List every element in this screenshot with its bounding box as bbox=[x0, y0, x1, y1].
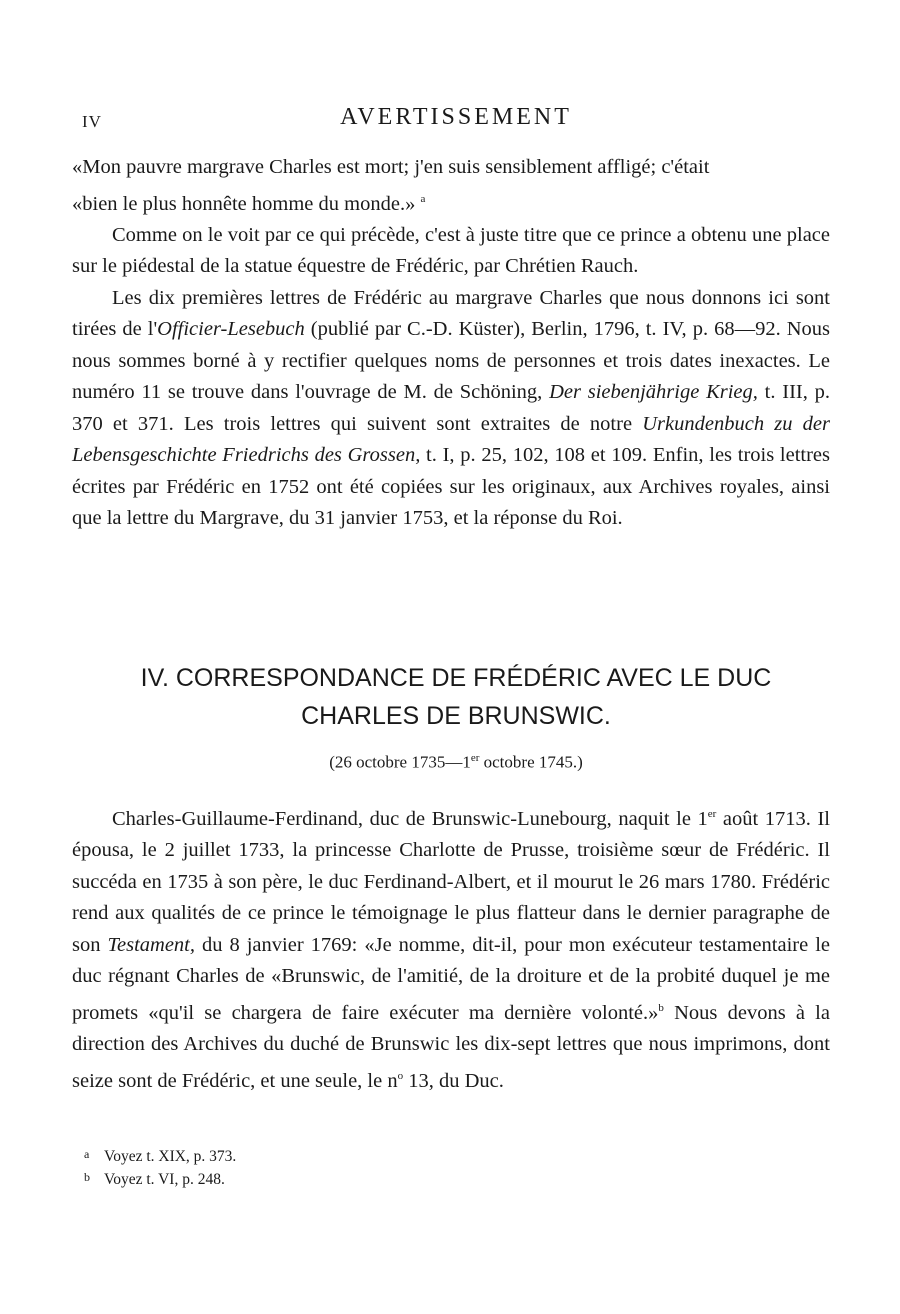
sources-text-4: t. I, p. 25, 102, 108 et 109. Enfin, les trois lettres écrites par Frédéric en 1752 ont été copiées sur les originaux, aux Archives royales, ainsi que la lettre du Margrave, du 31 janvier 1753, et la réponse du Roi. bbox=[72, 444, 830, 530]
footnote-ref-a: a bbox=[420, 192, 426, 205]
footnote-text: Voyez t. VI, p. 248. bbox=[104, 1171, 225, 1188]
paragraph-statue: Comme on le voit par ce qui précède, c'est à juste titre que ce prince a obtenu une place sur le piédestal de la statue équestre de Frédéric, par Chrétien Rauch. bbox=[72, 223, 830, 278]
section-body bbox=[72, 799, 830, 1097]
body-text-4: Nous devons à la direction des Archives du duché de Brunswic les dix-sept lettres que nous imprimons, dont seize sont de Frédéric, et une seule, le n bbox=[72, 1001, 830, 1092]
quote-line-2-text: «bien le plus honnête homme du monde.» bbox=[72, 192, 416, 215]
section-title-line-1: IV. CORRESPONDANCE DE FRÉDÉRIC AVEC LE DUC bbox=[140, 664, 772, 692]
sources-text-3: t. III, p. 370 et 371. Les trois lettres qui suivent sont extraites de notre bbox=[72, 381, 831, 435]
footnote-mark: a bbox=[84, 1147, 90, 1161]
title-siebenjaehrige-krieg: Der siebenjährige Krieg, bbox=[549, 381, 758, 404]
quote-line-2 bbox=[72, 184, 830, 220]
footnote-text: Voyez t. XIX, p. 373. bbox=[104, 1148, 237, 1165]
footnotes bbox=[84, 1144, 684, 1190]
paragraph-sources bbox=[72, 283, 830, 535]
title-testament: Testament, bbox=[107, 933, 195, 956]
body-sup-o: o bbox=[397, 1069, 404, 1082]
running-title: AVERTISSEMENT bbox=[340, 104, 572, 130]
section-title-line-2: CHARLES DE BRUNSWIC. bbox=[301, 702, 611, 730]
section-dates bbox=[80, 752, 832, 773]
footnote-mark: b bbox=[84, 1170, 90, 1184]
body-text-5: 13, du Duc. bbox=[403, 1069, 504, 1092]
sources-text-2: (publié par C.-D. Küster), Berlin, 1796, t. IV, p. 68—92. Nous nous sommes borné à y rectifier quelques noms de personnes et trois dates inexactes. Le numéro 11 se trouve dans l'ouvrage de M. de Schöning, bbox=[72, 318, 830, 404]
body-text-2: août 1713. Il épousa, le 2 juillet 1733, la princesse Charlotte de Prusse, troisième sœur de Frédéric. Il succéda en 1735 à son père, le duc Ferdinand-Albert, et il mourut le 26 mars 1780. Frédéric rend aux qualités de ce prince le témoignage le plus flatteur dans le dernier paragraphe de son bbox=[72, 807, 830, 956]
intro-block bbox=[72, 152, 830, 535]
body-sup-er: er bbox=[707, 808, 717, 820]
section-paragraph bbox=[72, 799, 830, 1097]
body-text-3: du 8 janvier 1769: «Je nomme, dit-il, pour mon exécuteur testamentaire le duc régnant Charles de «Brunswic, de l'amitié, de la droiture et de la probité duquel je me promets «qu'il se chargera de faire exécuter ma dernière volonté.» bbox=[72, 933, 830, 1024]
footnote-a bbox=[84, 1144, 684, 1167]
dates-sup: er bbox=[470, 752, 480, 764]
title-officier-lesebuch: Officier-Lesebuch bbox=[157, 318, 305, 341]
body-text-1: Charles-Guillaume-Ferdinand, duc de Brunswic-Lunebourg, naquit le 1 bbox=[112, 807, 708, 830]
running-head bbox=[80, 104, 832, 136]
sources-text-1: Les dix premières lettres de Frédéric au margrave Charles que nous donnons ici sont tirées de l' bbox=[72, 286, 830, 341]
footnote-b bbox=[84, 1167, 684, 1190]
quote-line-1: «Mon pauvre margrave Charles est mort; j'en suis sensiblement affligé; c'était bbox=[72, 156, 710, 178]
footnote-ref-b: b bbox=[658, 1001, 664, 1014]
dates-start: (26 octobre 1735—1 bbox=[329, 752, 471, 772]
dates-end: octobre 1745.) bbox=[479, 752, 583, 772]
title-urkundenbuch: Urkundenbuch zu der Lebensgeschichte Friedrichs des Grossen, bbox=[72, 412, 830, 467]
page-number: IV bbox=[82, 112, 102, 131]
